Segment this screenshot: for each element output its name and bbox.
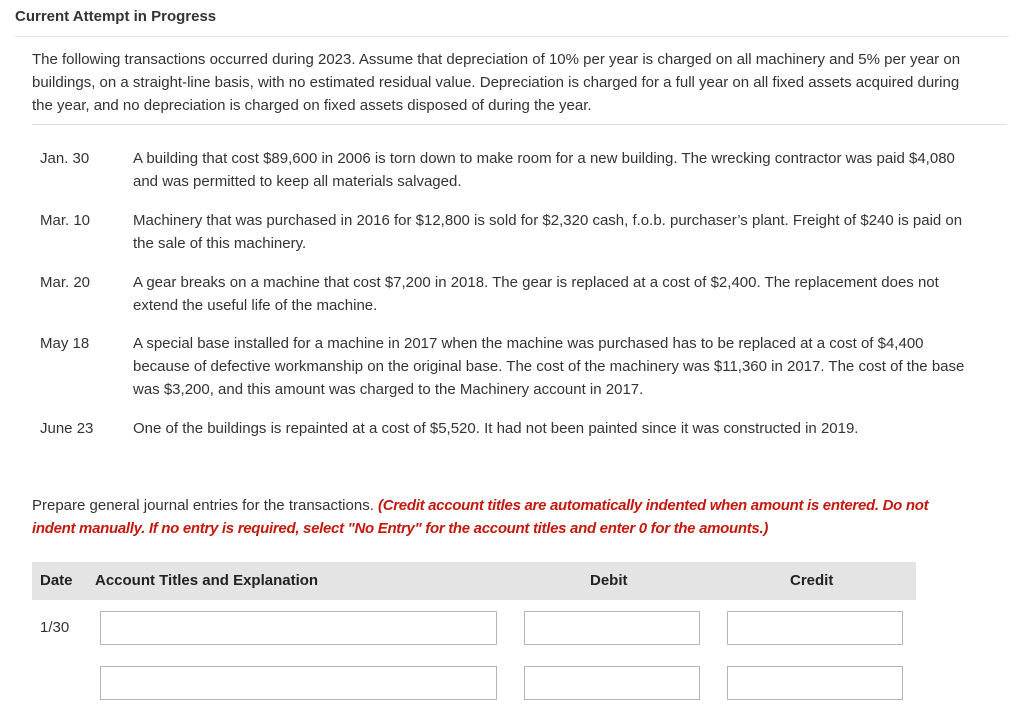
transaction-description: A building that cost $89,600 in 2006 is torn down to make room for a new building. The wrecking contractor was paid $4,080 and was permitted to keep all materials salvaged.	[133, 150, 955, 190]
journal-table-header	[32, 562, 916, 600]
intro-divider	[32, 124, 1007, 125]
date-column-header: Date	[40, 572, 73, 589]
transaction-date: Mar. 20	[40, 274, 91, 291]
instructions-note: (Credit account titles are automatically indented when amount is entered. Do not indent manually. If no entry is required, select "No Entry" for the account titles and enter 0 for the amounts.)	[32, 497, 929, 537]
transaction-date: Mar. 10	[40, 212, 91, 229]
entry-date: 1/30	[40, 619, 70, 636]
instructions-text: Prepare general journal entries for the transactions.	[32, 497, 379, 514]
credit-column-header: Credit	[790, 572, 834, 589]
debit-amount-input[interactable]	[524, 666, 700, 700]
transaction-date: June 23	[40, 420, 94, 437]
problem-intro: The following transactions occurred during 2023. Assume that depreciation of 10% per year is charged on all machinery and 5% per year on buildings, on a straight-line basis, with no estimated residual value. Depreciation is charged for a full year on all fixed assets acquired during the year, and no depreciation is charged on fixed assets disposed of during the year.	[32, 51, 961, 114]
transaction-description: A gear breaks on a machine that cost $7,200 in 2018. The gear is replaced at a cost of $2,400. The replacement does not extend the useful life of the machine.	[133, 274, 939, 314]
header-divider	[15, 36, 1009, 37]
account-title-input[interactable]	[100, 611, 497, 645]
transaction-description: One of the buildings is repainted at a cost of $5,520. It had not been painted since it was constructed in 2019.	[133, 420, 859, 437]
account-title-input[interactable]	[100, 666, 497, 700]
account-column-header: Account Titles and Explanation	[95, 572, 319, 589]
transaction-date: Jan. 30	[40, 150, 90, 167]
transaction-description: A special base installed for a machine in 2017 when the machine was purchased has to be replaced at a cost of $4,400 because of defective workmanship on the original base. The cost of the machinery was $11,360 in 2017. The cost of the base was $3,200, and this amount was charged to the Machinery account in 2017.	[133, 335, 965, 398]
instructions	[32, 494, 972, 540]
credit-amount-input[interactable]	[727, 611, 903, 645]
transaction-description: Machinery that was purchased in 2016 for $12,800 is sold for $2,320 cash, f.o.b. purchaser’s plant. Freight of $240 is paid on the sale of this machinery.	[133, 212, 963, 252]
debit-amount-input[interactable]	[524, 611, 700, 645]
attempt-status-title: Current Attempt in Progress	[15, 8, 217, 25]
debit-column-header: Debit	[590, 572, 628, 589]
transaction-date: May 18	[40, 335, 90, 352]
credit-amount-input[interactable]	[727, 666, 903, 700]
